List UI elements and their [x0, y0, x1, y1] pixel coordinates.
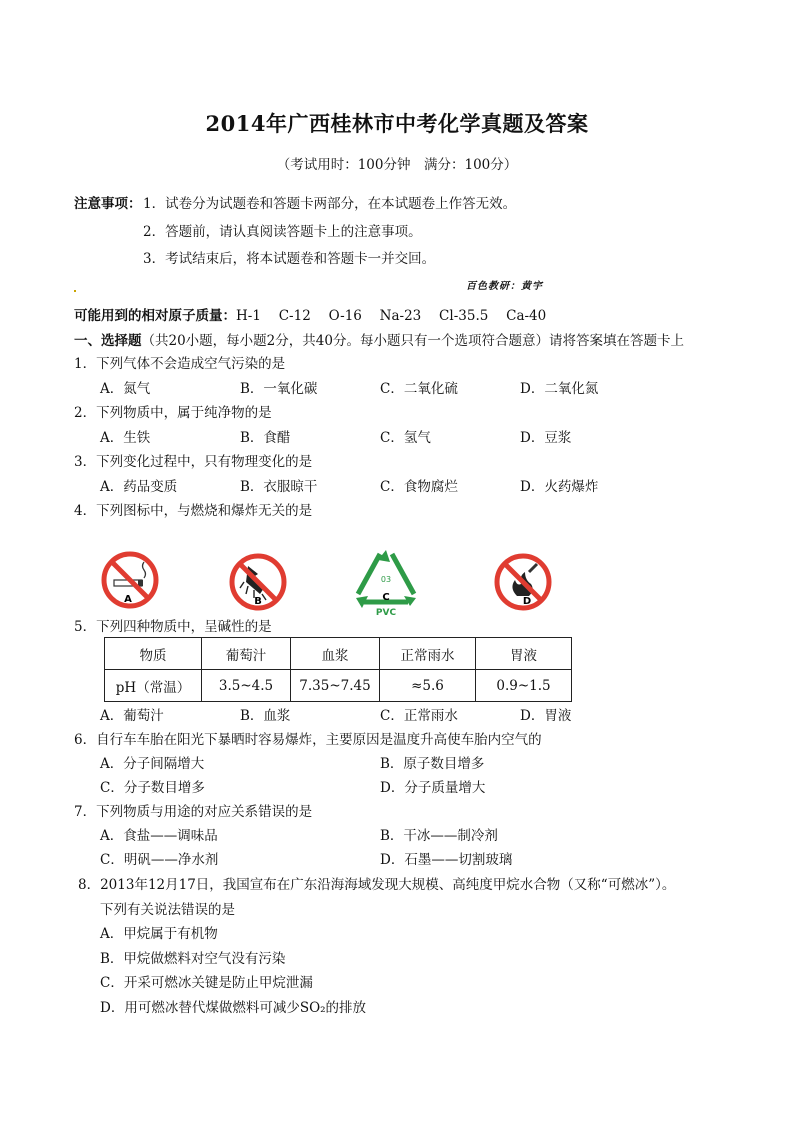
question-2-option-b: B．食醋	[240, 430, 291, 446]
exam-info: （考试用时：100分钟 满分：100分）	[276, 157, 518, 173]
section-desc: （共20小题，每小题2分，共40分。每小题只有一个选项符合题意）请将答案填在答题卡上	[141, 333, 684, 349]
question-2-stem: 2．下列物质中，属于纯净物的是	[74, 405, 272, 421]
question-5-option-a: A．葡萄汁	[100, 708, 164, 724]
question-7-option-b: B．干冰——制冷剂	[380, 828, 498, 844]
table-row	[105, 670, 572, 702]
question-1-option-c: C．二氧化硫	[380, 381, 458, 397]
author-signature: 百色教研：黄宇	[466, 281, 543, 292]
question-4-stem: 4．下列图标中，与燃烧和爆炸无关的是	[74, 503, 313, 519]
question-6-option-d: D．分子质量增大	[380, 780, 486, 796]
table-cell: 0.9~1.5	[476, 670, 572, 702]
recycle-pvc-text: PVC	[375, 608, 397, 618]
question-3-option-b: B．衣服晾干	[240, 479, 318, 495]
question-2-option-a: A．生铁	[100, 430, 151, 446]
question-5-option-d: D．胃液	[520, 708, 572, 724]
notes-label: 注意事项：	[74, 196, 142, 212]
section-heading	[74, 329, 684, 349]
table-header-cell: 葡萄汁	[202, 638, 291, 670]
question-2-option-c: C．氢气	[380, 430, 431, 446]
question-7-option-a: A．食盐——调味品	[100, 828, 218, 844]
page-title: 2014年广西桂林市中考化学真题及答案	[205, 111, 589, 136]
table-cell: pH（常温）	[105, 670, 202, 702]
sign-d-label: D	[522, 596, 532, 607]
table-header-cell: 正常雨水	[380, 638, 476, 670]
question-3-option-d: D．火药爆炸	[520, 479, 599, 495]
atomic-mass-values: H-1 C-12 O-16 Na-23 Cl-35.5 Ca-40	[236, 308, 547, 324]
question-8-option-b: B．甲烷做燃料对空气没有污染	[100, 951, 286, 967]
note-item-3: 3．考试结束后，将本试题卷和答题卡一并交回。	[143, 251, 436, 267]
table-header-cell: 物质	[105, 638, 202, 670]
question-1-option-b: B．一氧化碳	[240, 381, 318, 397]
question-1-stem: 1．下列气体不会造成空气污染的是	[74, 356, 286, 372]
note-item-1: 1．试卷分为试题卷和答题卡两部分，在本试题卷上作答无效。	[143, 196, 517, 212]
no-fireworks-icon	[228, 552, 288, 612]
question-2-option-d: D．豆浆	[520, 430, 572, 446]
question-1-option-a: A．氮气	[100, 381, 151, 397]
ph-table	[104, 637, 572, 702]
question-6-stem: 6．自行车车胎在阳光下暴晒时容易爆炸，主要原因是温度升高使车胎内空气的	[74, 732, 542, 748]
question-8-option-a: A．甲烷属于有机物	[100, 926, 218, 942]
note-item-2: 2．答题前，请认真阅读答题卡上的注意事项。	[143, 224, 422, 240]
recycle-pvc-icon	[352, 546, 420, 618]
section-title: 一、选择题	[74, 333, 142, 349]
question-6-option-c: C．分子数目增多	[100, 780, 205, 796]
no-open-flame-icon	[493, 552, 553, 612]
question-7-option-d: D．石墨——切割玻璃	[380, 852, 513, 868]
question-7-option-c: C．明矾——净水剂	[100, 852, 219, 868]
table-header-cell: 血浆	[291, 638, 380, 670]
question-3-stem: 3．下列变化过程中，只有物理变化的是	[74, 454, 313, 470]
question-1-option-d: D．二氧化氮	[520, 381, 599, 397]
question-5-option-c: C．正常雨水	[380, 708, 458, 724]
table-cell: 7.35~7.45	[291, 670, 380, 702]
question-6-option-b: B．原子数目增多	[380, 756, 485, 772]
question-3-option-a: A．药品变质	[100, 479, 178, 495]
atomic-mass-label: 可能用到的相对原子质量：	[74, 308, 236, 324]
table-header-cell: 胃液	[476, 638, 572, 670]
recycle-code: 03	[380, 575, 392, 584]
question-5-option-b: B．血浆	[240, 708, 291, 724]
no-smoking-icon	[100, 550, 160, 610]
sign-b-label: B	[254, 596, 262, 607]
question-6-option-a: A．分子间隔增大	[100, 756, 205, 772]
table-header-row	[105, 638, 572, 670]
mark-dot	[74, 290, 76, 292]
question-8-stem-2: 下列有关说法错误的是	[100, 902, 235, 918]
question-5-stem: 5．下列四种物质中，呈碱性的是	[74, 619, 272, 635]
sign-c-label: C	[382, 592, 390, 603]
table-cell: ≈5.6	[380, 670, 476, 702]
question-7-stem: 7．下列物质与用途的对应关系错误的是	[74, 804, 313, 820]
table-cell: 3.5~4.5	[202, 670, 291, 702]
question-3-option-c: C．食物腐烂	[380, 479, 458, 495]
question-8-option-d: D．用可燃冰替代煤做燃料可减少SO₂的排放	[100, 1000, 367, 1016]
question-8-stem: 8．2013年12月17日，我国宣布在广东沿海海域发现大规模、高纯度甲烷水合物（又称“可燃冰”）。	[78, 877, 676, 893]
atomic-mass-line	[74, 304, 546, 324]
question-8-option-c: C．开采可燃冰关键是防止甲烷泄漏	[100, 975, 313, 991]
sign-a-label: A	[124, 594, 132, 605]
